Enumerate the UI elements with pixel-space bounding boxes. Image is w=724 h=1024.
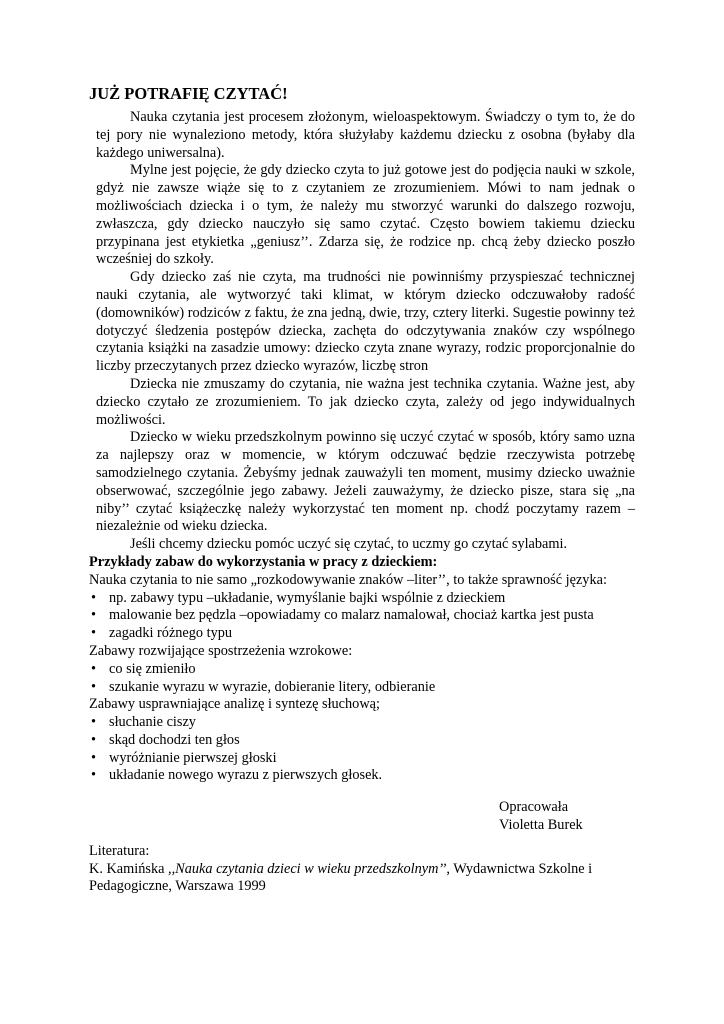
list-item: • np. zabawy typu –układanie, wymyślanie bajki wspólnie z dzieckiem: [89, 590, 635, 608]
paragraph-6: Jeśli chcemy dziecku pomóc uczyć się czytać, to uczmy go czytać sylabami.: [130, 536, 568, 553]
list-item: • skąd dochodzi ten głos: [89, 732, 635, 750]
literature-author: K. Kamińska: [89, 860, 169, 877]
visual-games-intro: Zabawy rozwijające spostrzeżenia wzrokowe:: [89, 642, 353, 659]
list-item: • słuchanie ciszy: [89, 714, 635, 732]
signature-block: [499, 799, 635, 835]
intro-body: [89, 109, 635, 554]
language-games-list: [89, 590, 635, 643]
visual-games-list: [89, 661, 635, 697]
paragraph-2: Mylne jest pojęcie, że gdy dziecko czyta to już gotowe jest do podjęcia nauki w szkole, gdyż nie zawsze wiąże się to z czytaniem ze zrozumieniem. Mówi to nam jednak o możliwościach dziecka i o tym, że należy mu stworzyć warunki do dalszego rozwoju, zwłaszcza, gdy dziecko nauczyło się samo czytać. Często bowiem takiemu dziecku przypinana jest etykietka „geniusz’’. Zdarza się, że rodzice np. chcą żeby dziecko poszło wcześniej do szkoły.: [96, 162, 635, 268]
literature-title: ,,Nauka czytania dzieci w wieku przedszkolnym’’: [168, 860, 447, 877]
paragraph-4: Dziecka nie zmuszamy do czytania, nie ważna jest technika czytania. Ważne jest, aby dziecko czytało ze zrozumieniem. To jak dziecko czyta, zależy od jego indywidualnych możliwości.: [96, 375, 635, 428]
literature-publisher: , Wydawnictwa Szkolne i Pedagogiczne, Warszawa 1999: [89, 860, 593, 895]
list-item: • malowanie bez pędzla –opowiadamy co malarz namalował, chociaż kartka jest pusta: [89, 607, 635, 625]
literature-label: Literatura:: [89, 842, 150, 859]
paragraph-1: Nauka czytania jest procesem złożonym, wieloaspektowym. Świadczy o tym to, że do tej pory nie wynaleziono metody, która służyłaby każdemu dziecku z osobna (byłaby dla każdego uniwersalna).: [96, 109, 635, 161]
examples-intro: Nauka czytania to nie samo „rozkodowywanie znaków –liter’’, to także sprawność języka:: [89, 571, 607, 588]
document-page: [89, 84, 635, 896]
literature-block: [89, 843, 635, 896]
signature-label: Opracowała: [499, 799, 569, 816]
auditory-games-intro: Zabawy usprawniające analizę i syntezę słuchową;: [89, 696, 380, 713]
document-title: JUŻ POTRAFIĘ CZYTAĆ!: [89, 84, 288, 103]
signature-name: Violetta Burek: [499, 817, 583, 834]
list-item: • układanie nowego wyrazu z pierwszych głosek.: [89, 767, 635, 785]
list-item: • zagadki różnego typu: [89, 625, 635, 643]
list-item: • co się zmieniło: [89, 661, 635, 679]
list-item: • szukanie wyrazu w wyrazie, dobieranie litery, odbieranie: [89, 679, 635, 697]
literature-reference: [89, 861, 635, 897]
auditory-games-list: [89, 714, 635, 785]
list-item: • wyróżnianie pierwszej głoski: [89, 750, 635, 768]
paragraph-3: Gdy dziecko zaś nie czyta, ma trudności nie powinniśmy przyspieszać technicznej nauki czytania, ale wytworzyć taki klimat, w którym dziecko odczuwałoby radość (domowników) rodziców z faktu, że zna jedną, dwie, trzy, cztery literki. Sugestie powinny też dotyczyć śledzenia postępów dziecka, zachęta do odczytywania znaków czy wspólnego czytania książki na zasadzie umowy: dziecko czyta znane wyrazy, rodzic proporcjonalnie do liczby przeczytanych przez dziecko wyrazów, liczbę stron: [96, 269, 635, 375]
examples-heading: Przykłady zabaw do wykorzystania w pracy z dzieckiem:: [89, 553, 438, 570]
paragraph-5: Dziecko w wieku przedszkolnym powinno się uczyć czytać w sposób, który samo uzna za najlepszy oraz w momencie, w którym odczuwać będzie rzeczywista potrzebę samodzielnego czytania. Żebyśmy jednak zauważyli ten moment, musimy dziecko uważnie obserwować, szczególnie jego zabawy. Jeżeli zauważymy, że dziecko pisze, stara się „na niby’’ czytać książeczkę należy wykorzystać ten moment np. chodź poczytamy razem – niezależnie od wieku dziecka.: [96, 429, 635, 535]
